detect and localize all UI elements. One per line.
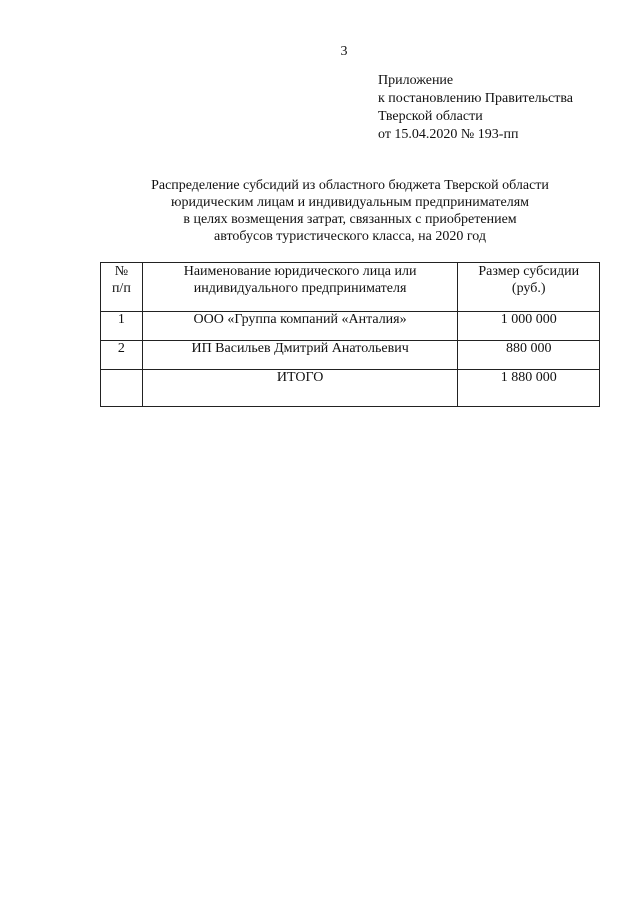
row-recipient-name: ООО «Группа компаний «Анталия» <box>142 312 458 341</box>
row-amount: 880 000 <box>458 341 600 370</box>
total-label: ИТОГО <box>142 370 458 407</box>
header-amount-line: Размер субсидии <box>478 264 580 279</box>
table-row <box>101 312 600 341</box>
table-total-row <box>101 370 600 407</box>
heading-line: Распределение субсидий из областного бюджета Тверской области <box>151 178 549 193</box>
table-row <box>101 341 600 370</box>
heading-line: в целях возмещения затрат, связанных с приобретением <box>183 212 517 227</box>
row-amount: 1 000 000 <box>458 312 600 341</box>
page-number: 3 <box>340 44 348 59</box>
total-amount: 1 880 000 <box>458 370 600 407</box>
total-number <box>101 370 143 407</box>
header-name-line: индивидуального предпринимателя <box>193 281 407 296</box>
header-number-line: п/п <box>111 281 131 296</box>
appendix-line: Приложение <box>378 73 454 88</box>
header-name-line: Наименование юридического лица или <box>183 264 417 279</box>
appendix-date-number: от 15.04.2020 № 193-пп <box>378 127 519 142</box>
row-recipient-name: ИП Васильев Дмитрий Анатольевич <box>142 341 458 370</box>
header-number-line: № <box>114 264 129 279</box>
appendix-line: Тверской области <box>378 109 483 124</box>
heading-line: юридическим лицам и индивидуальным предпринимателям <box>170 195 530 210</box>
header-amount <box>458 263 600 312</box>
row-number: 1 <box>101 312 143 341</box>
document-heading <box>100 177 600 245</box>
header-name <box>142 263 458 312</box>
table-header-row <box>101 263 600 312</box>
row-number: 2 <box>101 341 143 370</box>
subsidy-table <box>100 262 600 407</box>
heading-line: автобусов туристического класса, на 2020 год <box>213 229 486 244</box>
header-number <box>101 263 143 312</box>
appendix-line: к постановлению Правительства <box>378 91 574 106</box>
appendix-block <box>378 72 628 144</box>
header-amount-line: (руб.) <box>511 281 546 296</box>
